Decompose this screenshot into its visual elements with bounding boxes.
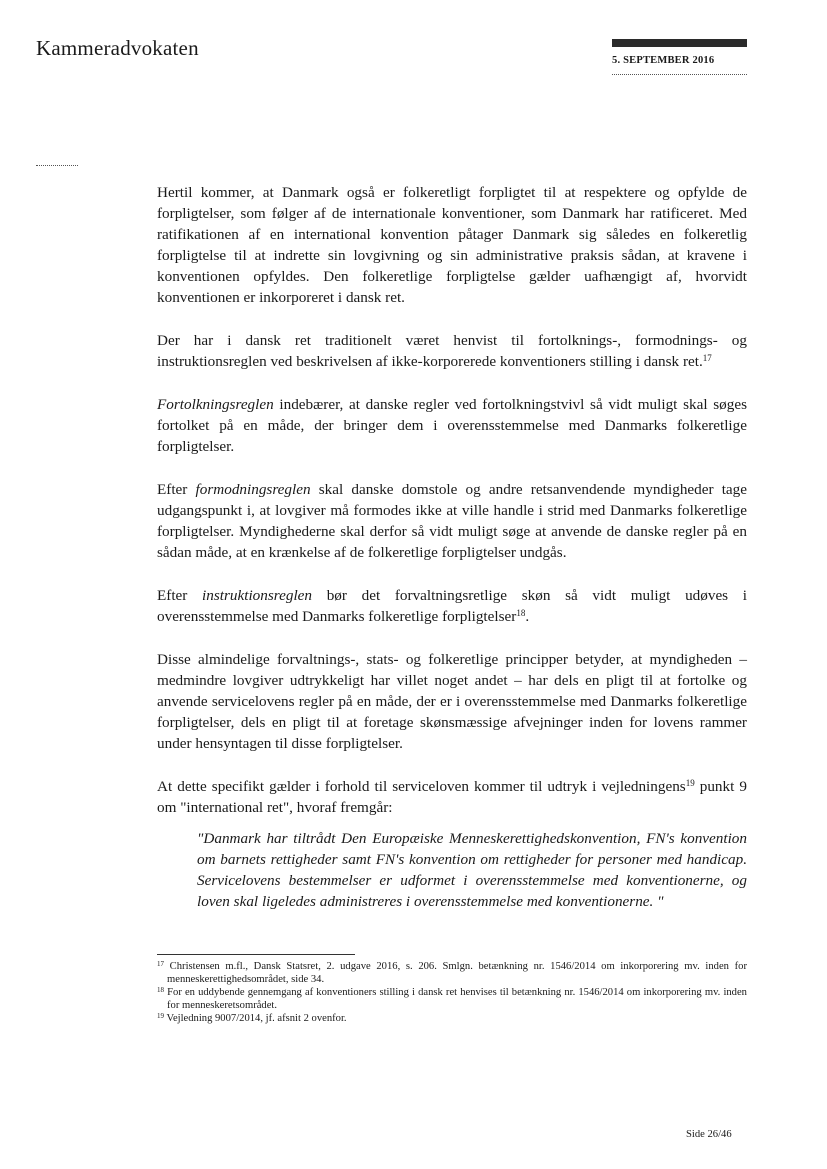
paragraph xyxy=(157,182,747,308)
term-formodningsreglen: formodningsreglen xyxy=(195,481,311,498)
paragraph xyxy=(157,776,747,818)
body-text xyxy=(157,182,747,912)
footnote-number: 19 xyxy=(157,1012,164,1020)
footnote-18 xyxy=(157,987,747,1012)
term-instruktionsreglen: instruktionsreglen xyxy=(202,587,313,604)
paragraph-text: indebærer, at danske regler ved fortolkningstvivl så vidt muligt skal søges fortolket på en måde, der bringer dem i overensstemmelse med Danmarks folkeretlige forpligtelser. xyxy=(157,396,747,455)
paragraph-text: Efter xyxy=(157,587,203,604)
paragraph-text: Hertil kommer, at Danmark også er folkeretligt forpligtet til at respektere og opfylde de forpligtelser, som følger af de internationale konventioner, som Danmark har ratificeret. Med ratifikationen af en international konvention påtager Danmark sig således en folkeretlig forpligtelse til at indrette sin lovgivning og sin administrative praksis sådan, at kravene i konventionen opfyldes. Den folkeretlige forpligtelse gælder uafhængigt af, hvorvidt konventionen er inkorporeret i dansk ret. xyxy=(157,184,747,306)
footnote-number: 17 xyxy=(157,960,164,968)
paragraph xyxy=(157,330,747,372)
paragraph-text: . xyxy=(525,608,530,625)
document-date: 5. SEPTEMBER 2016 xyxy=(612,55,715,66)
paragraph xyxy=(157,479,747,563)
paragraph-text: Der har i dansk ret traditionelt været henvist til fortolknings-, formodnings- og instruktionsreglen ved beskrivelsen af ikke-korporerede konventioners stilling i dansk ret. xyxy=(157,332,747,370)
footnote-number: 18 xyxy=(157,986,164,994)
block-quote: "Danmark har tiltrådt Den Europæiske Menneskerettighedskonvention, FN's konvention om barnets rettigheder samt FN's konvention om rettigheder for personer med handicap. Servicelovens bestemmelser er udformet i overensstemmelse med konventionerne, og loven skal ligeledes administreres i overensstemmelse med konventionerne. " xyxy=(197,830,747,910)
footnote-text: Christensen m.fl., Dansk Statsret, 2. udgave 2016, s. 206. Smlgn. betænkning nr. 1546/2014 om inkorporering mv. inden for menneskerettighedsområdet, side 34. xyxy=(167,961,747,985)
page-number: Side 26/46 xyxy=(686,1129,732,1140)
margin-divider xyxy=(36,165,78,166)
footnote-text: Vejledning 9007/2014, jf. afsnit 2 ovenfor. xyxy=(166,1013,347,1024)
footnote-divider xyxy=(157,954,355,955)
footnotes xyxy=(157,961,747,1027)
paragraph xyxy=(157,394,747,457)
paragraph-text: Efter xyxy=(157,481,196,498)
header-bar xyxy=(612,39,747,47)
date-divider xyxy=(612,74,747,75)
term-fortolkningsreglen: Fortolkningsreglen xyxy=(157,396,274,413)
paragraph-text: Disse almindelige forvaltnings-, stats- og folkeretlige principper betyder, at myndigheden – medmindre lovgiver udtrykkeligt har villet noget andet – har dels en pligt til at fortolke og anvende servicelovens regler på en måde, der er i overensstemmelse med Danmarks folkeretlige forpligtelser, dels en pligt til at foretage skønsmæssige afvejninger inden for lovens rammer under hensyntagen til disse forpligtelser. xyxy=(157,651,747,752)
paragraph-text: At dette specifikt gælder i forhold til serviceloven kommer til udtryk i vejledningens xyxy=(157,778,686,795)
logo: Kammeradvokaten xyxy=(36,36,199,60)
paragraph xyxy=(157,649,747,754)
footnote-17 xyxy=(157,961,747,986)
footnote-ref[interactable]: 17 xyxy=(702,353,712,363)
footnote-19 xyxy=(157,1013,747,1026)
paragraph-text: punkt 9 om "international ret", hvoraf fremgår: xyxy=(157,778,747,816)
footnote-ref[interactable]: 19 xyxy=(685,778,695,788)
footnote-text: For en uddybende gennemgang af konventioners stilling i dansk ret henvises til betænkning nr. 1546/2014 om inkorporering mv. inden for menneskeretsområdet. xyxy=(167,987,747,1011)
paragraph-text: bør det forvaltningsretlige skøn så vidt muligt udøves i overensstemmelse med Danmarks folkeretlige forpligtelser xyxy=(157,587,747,625)
paragraph-text: skal danske domstole og andre retsanvendende myndigheder tage udgangspunkt i, at lovgiver må formodes ikke at ville handle i strid med Danmarks folkeretlige forpligtelser. Myndighederne skal derfor så vidt muligt søge at anvende de danske regler på en sådan måde, at en krænkelse af de folkeretlige forpligtelser undgås. xyxy=(157,481,748,561)
paragraph xyxy=(157,585,747,627)
footnote-ref[interactable]: 18 xyxy=(516,608,526,618)
